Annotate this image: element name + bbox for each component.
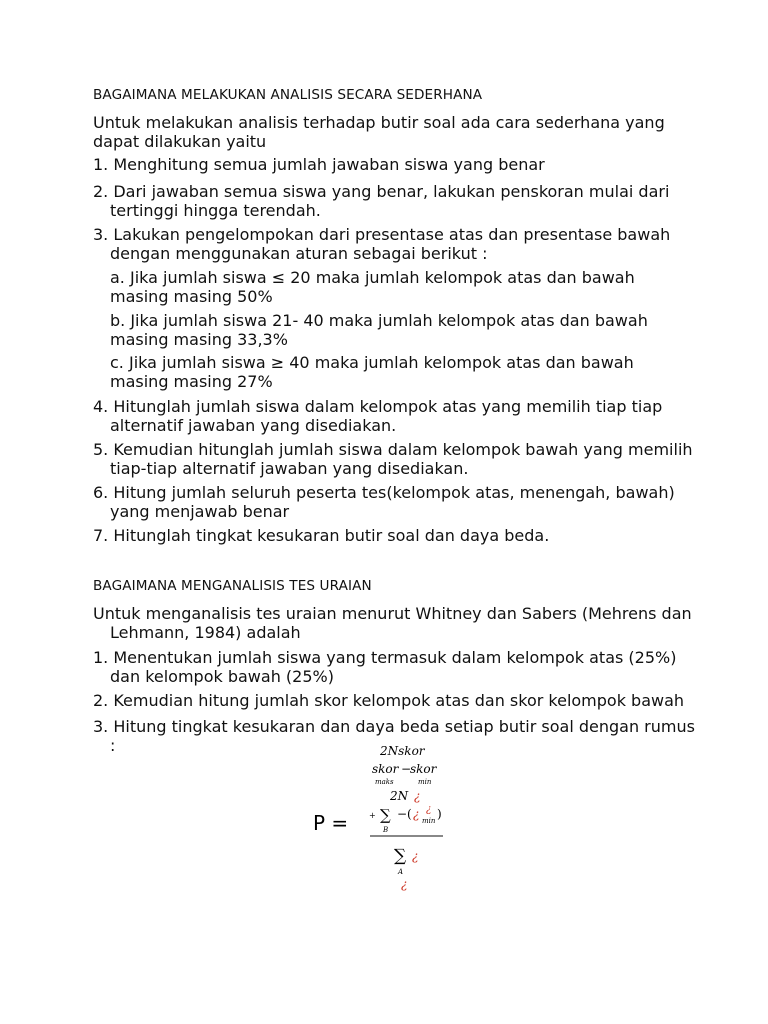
formula-imin: min <box>422 817 436 825</box>
list-item: 5. Kemudian hitunglah jumlah siswa dalam kelompok bawah yang memilih tiap-tiap alternatif jawaban yang disediakan. <box>93 440 693 478</box>
list-item: 6. Hitung jumlah seluruh peserta tes(kelompok atas, menengah, bawah) yang menjawab benar <box>93 483 675 521</box>
formula-a: A <box>398 868 404 876</box>
list-item: 3. Hitung tingkat kesukaran dan daya beda setiap butir soal dengan rumus : <box>93 717 695 755</box>
list-item: 3. Lakukan pengelompokan dari presentase atas dan presentase bawah dengan menggunakan aturan sebagai berikut : <box>93 225 671 263</box>
formula-skor2: skor <box>410 762 437 776</box>
list-item: 1. Menghitung semua jumlah jawaban siswa yang benar <box>93 155 545 174</box>
list-item: 2. Kemudian hitung jumlah skor kelompok atas dan skor kelompok bawah <box>93 691 685 710</box>
formula-plus: + <box>369 811 376 820</box>
formula-sum-b: ∑ <box>380 806 391 824</box>
formula-paren-close: ) <box>437 807 442 821</box>
formula <box>300 742 500 902</box>
formula-minus: − <box>401 762 412 776</box>
formula-paren: −( <box>397 807 412 821</box>
section2-intro: Untuk menganalisis tes uraian menurut Whitney dan Sabers (Mehrens dan Lehmann, 1984) adalah <box>93 604 692 642</box>
formula-err-5: ¿ <box>401 877 408 891</box>
formula-err-1: ¿ <box>414 789 421 803</box>
formula-min: min <box>418 778 432 786</box>
sub-item: a. Jika jumlah siswa ≤ 20 maka jumlah kelompok atas dan bawah masing masing 50% <box>110 268 635 306</box>
formula-2n: 2N <box>390 789 409 803</box>
formula-lhs: P = <box>313 811 349 835</box>
section1-title: BAGAIMANA MELAKUKAN ANALISIS SECARA SEDERHANA <box>93 87 483 103</box>
formula-b: B <box>383 826 389 834</box>
formula-err-2: ¿ <box>413 807 420 821</box>
formula-maks: maks <box>375 778 394 786</box>
list-item: 4. Hitunglah jumlah siswa dalam kelompok atas yang memilih tiap tiap alternatif jawaban yang disediakan. <box>93 397 663 435</box>
list-item: 1. Menentukan jumlah siswa yang termasuk dalam kelompok atas (25%) dan kelompok bawah (25%) <box>93 648 677 686</box>
section1-intro: Untuk melakukan analisis terhadap butir soal ada cara sederhana yang dapat dilakukan yaitu <box>93 113 665 151</box>
sub-item: c. Jika jumlah siswa ≥ 40 maka jumlah kelompok atas dan bawah masing masing 27% <box>110 353 634 391</box>
sub-item: b. Jika jumlah siswa 21- 40 maka jumlah kelompok atas dan bawah masing masing 33,3% <box>110 311 648 349</box>
formula-top-numer: 2Nskor <box>380 744 425 758</box>
list-item: 2. Dari jawaban semua siswa yang benar, lakukan penskoran mulai dari tertinggi hingga terendah. <box>93 182 670 220</box>
formula-sum-a: ∑ <box>394 846 407 866</box>
section2-title: BAGAIMANA MENGANALISIS TES URAIAN <box>93 578 372 594</box>
formula-skor1: skor <box>372 762 399 776</box>
formula-err-3: ¿ <box>426 804 432 815</box>
list-item: 7. Hitunglah tingkat kesukaran butir soal dan daya beda. <box>93 526 550 545</box>
formula-err-4: ¿ <box>412 849 419 863</box>
